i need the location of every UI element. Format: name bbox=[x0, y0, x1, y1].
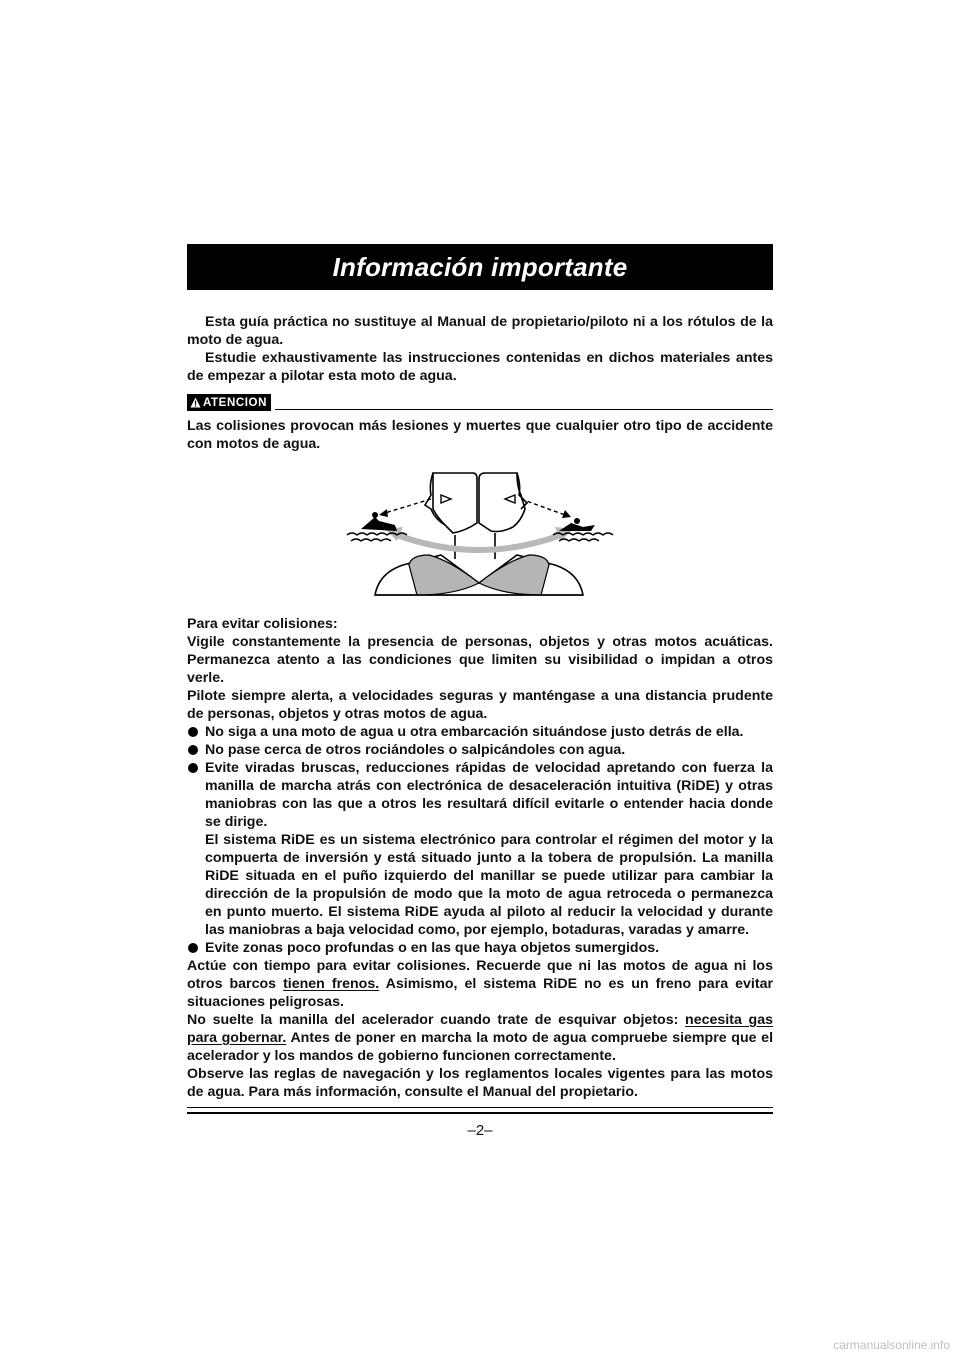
text-run: Actúe con tiempo para evitar colisiones. Recuerde que ni las motos de agua ni los otros barcos bbox=[187, 958, 773, 992]
safety-list-last bbox=[187, 939, 773, 957]
warning-triangle-icon bbox=[190, 397, 201, 408]
lookout-figure bbox=[187, 465, 773, 601]
paragraph-no-suelte bbox=[187, 1011, 773, 1065]
list-item: Evite viradas bruscas, reducciones rápidas de velocidad apretando con fuerza la manilla de marcha atrás con electrónica de desaceleración intuitiva (RiDE) y otras maniobras con las que a otros les resultará difícil evitarle o entender hacia donde se dirige. bbox=[187, 759, 773, 831]
head-turning-lookout-illustration bbox=[345, 465, 615, 601]
warning-label: ATENCION bbox=[203, 396, 268, 409]
paragraph-pilote: Pilote siempre alerta, a velocidades seguras y manténgase a una distancia prudente de personas, objetos y otras motos de agua. bbox=[187, 688, 773, 722]
page-title: Información importante bbox=[332, 251, 628, 282]
warning-rule bbox=[275, 409, 773, 410]
title-banner bbox=[187, 244, 773, 290]
list-item: No pase cerca de otros rociándoles o salpicándoles con agua. bbox=[187, 741, 773, 759]
warning-badge bbox=[187, 394, 271, 411]
text-run: Antes de poner en marcha la moto de agua compruebe siempre que el acelerador y los mandos de gobierno funcionen correctamente. bbox=[187, 1030, 774, 1064]
text-run: Asimismo, el sistema RiDE no es un freno para evitar situaciones peligrosas. bbox=[187, 976, 773, 1010]
paragraph-observe: Observe las reglas de navegación y los reglamentos locales vigentes para las motos de agua. Para más información, consulte el Manual del propietario. bbox=[187, 1066, 773, 1100]
list-item: Evite zonas poco profundas o en las que haya objetos sumergidos. bbox=[187, 939, 773, 957]
text-run: No suelte la manilla del acelerador cuando trate de esquivar objetos: bbox=[187, 1012, 686, 1028]
paragraph-vigile: Vigile constantemente la presencia de personas, objetos y otras motos acuáticas. Permanezca atento a las condiciones que limiten su visibilidad o impidan a otros verle. bbox=[187, 634, 773, 686]
page-number: –2– bbox=[467, 1122, 493, 1139]
list-item: No siga a una moto de agua u otra embarcación situándose justo detrás de ella. bbox=[187, 723, 773, 741]
warning-end-rule bbox=[187, 1107, 773, 1108]
underlined-text: tienen frenos. bbox=[283, 976, 380, 992]
intro-paragraph-2: Estudie exhaustivamente las instrucciones contenidas en dichos materiales antes de empezar a pilotar esta moto de agua. bbox=[187, 350, 773, 384]
safety-list bbox=[187, 723, 773, 831]
paragraph-actue bbox=[187, 957, 773, 1011]
warning-header bbox=[187, 394, 773, 411]
site-watermark[interactable]: carmanualsonline.info bbox=[833, 1338, 950, 1352]
underlined-text: necesita gas para gobernar. bbox=[187, 1012, 773, 1046]
footer-rule bbox=[187, 1112, 773, 1114]
main-content bbox=[187, 313, 773, 1108]
intro-paragraph-1: Esta guía práctica no sustituye al Manual de propietario/piloto ni a los rótulos de la moto de agua. bbox=[187, 314, 773, 348]
warning-text: Las colisiones provocan más lesiones y muertes que cualquier otro tipo de accidente con motos de agua. bbox=[187, 418, 773, 452]
avoid-collisions-title: Para evitar colisiones: bbox=[187, 616, 338, 632]
ride-note: El sistema RiDE es un sistema electrónico para controlar el régimen del motor y la compuerta de inversión y está situado junto a la tobera de propulsión. La manilla RiDE situada en el puño izquierdo del manillar se puede utilizar para cambiar la dirección de la propulsión de modo que la moto de agua retroceda o permanezca en punto muerto. El sistema RiDE ayuda al piloto al reducir la velocidad y durante las maniobras a baja velocidad como, por ejemplo, botaduras, varadas y amarre. bbox=[205, 832, 773, 938]
